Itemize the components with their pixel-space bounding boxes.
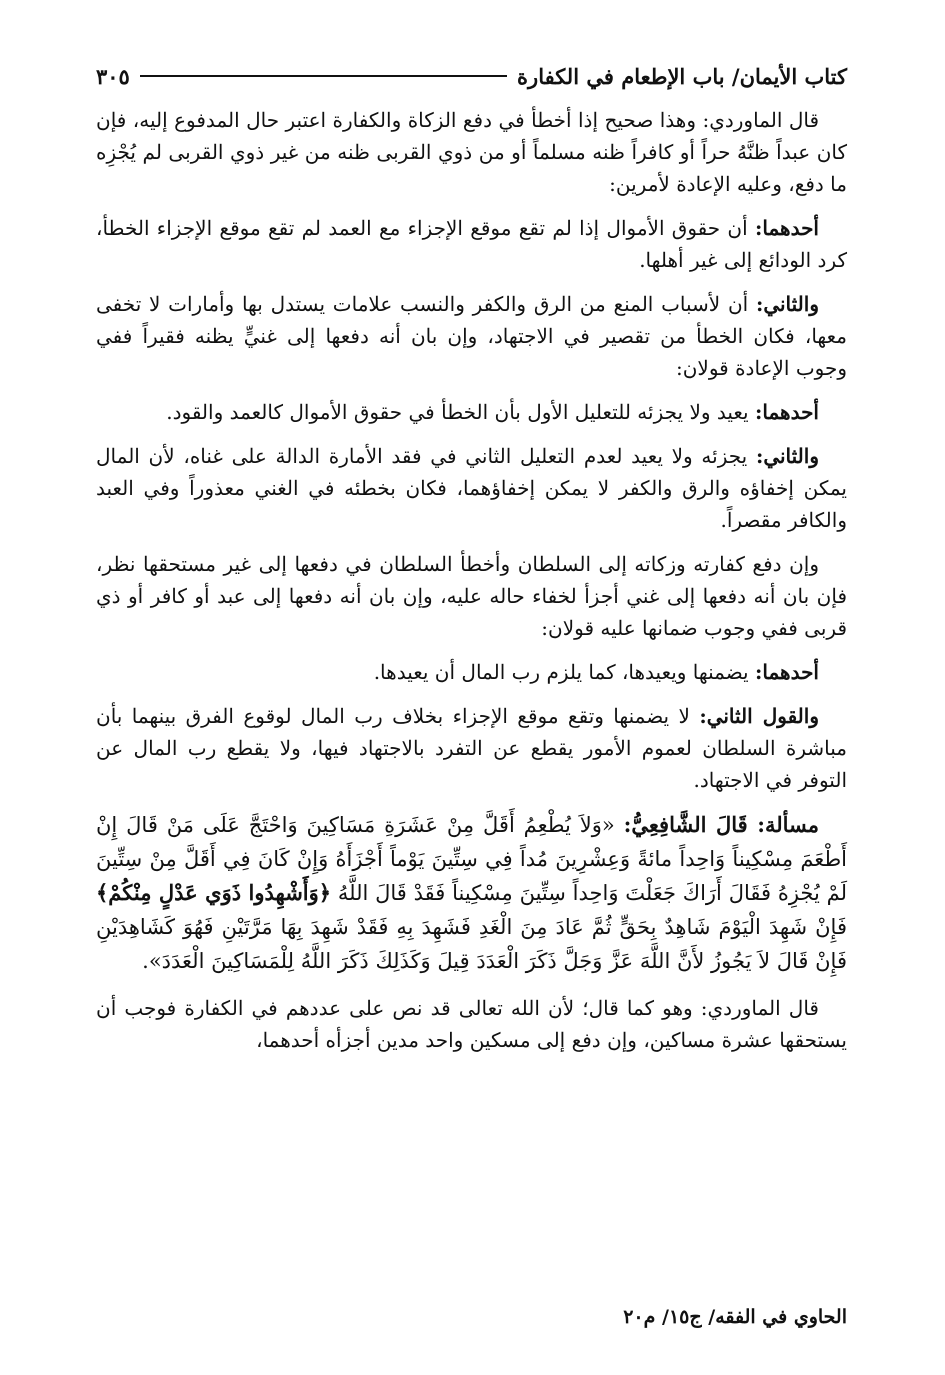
running-title: كتاب الأيمان/ باب الإطعام في الكفارة xyxy=(517,63,847,89)
masala-quote-text: «وَلاَ يُطْعِمُ أَقَلَّ مِنْ عَشَرَةِ مَسَاكِينَ وَاحْتَجَّ عَلَى مَنْ قَالَ إِنْ أَطْعَمَ مِسْكِيناً وَاحِداً مائةً وَعِشْرِينَ مُداً فِي سِتِّينَ يَوْماً أَجْزَأَهُ وَإِنْ كَانَ فِي أَقَلَّ مِنْ سِتِّينَ لَمْ يُجْزِهُ فَقَالَ أَرَاكَ جَعَلْتَ وَاحِداً سِتِّينَ مِسْكِيناً فَقَدْ قَالَ اللَّهُ xyxy=(96,813,847,905)
paragraph-text: يضمنها ويعيدها، كما يلزم رب المال أن يعيدها. xyxy=(373,660,755,684)
paragraph-lead: أحدهما: xyxy=(754,660,819,684)
closing-paragraph xyxy=(96,992,847,1056)
masala-block xyxy=(96,808,847,978)
paragraph-lead: والقول الثاني: xyxy=(699,704,819,728)
paragraph xyxy=(96,288,847,384)
paragraph-lead: أحدهما: xyxy=(754,216,819,240)
header-rule xyxy=(140,75,507,77)
page-number: ٣٠٥ xyxy=(96,63,130,89)
footer-signature: الحاوي في الفقه/ ج١٥/ م٢٠ xyxy=(623,1306,847,1328)
paragraph xyxy=(96,212,847,276)
paragraph xyxy=(96,548,847,644)
paragraph-text: لا يضمنها وتقع موقع الإجزاء بخلاف رب المال لوقوع الفرق بينهما بأن مباشرة السلطان لعموم الأمور يقطع عن التفرد بالاجتهاد فيها، ولا يقطع رب المال عن التوفر في الاجتهاد. xyxy=(96,704,847,792)
paragraph-lead: والثاني: xyxy=(755,292,819,316)
paragraph-text: يجزئه ولا يعيد لعدم التعليل الثاني في فقد الأمارة الدالة على غناه، لأن المال يمكن إخفاؤه والرق والكفر لا يمكن إخفاؤهما، فكان بخطئه في الغني معذوراً وفي العبد والكافر مقصراً. xyxy=(96,444,847,532)
paragraph xyxy=(96,440,847,536)
paragraph-text: وإن دفع كفارته وزكاته إلى السلطان وأخطأ السلطان في دفعها إلى غير مستحقها نظر، فإن بان أنه دفعها إلى غني أجزأ لخفاء حاله عليه، وإن بان أنه دفعها إلى عبد أو كافر أو ذي قربى ففي وجوب ضمانها عليه قولان: xyxy=(96,552,847,640)
paragraph-lead: أحدهما: xyxy=(754,400,819,424)
paragraph-text: أن لأسباب المنع من الرق والكفر والنسب علامات يستدل بها وأمارات لا تخفى معها، فكان الخطأ من تقصير في الاجتهاد، وإن بان أنه دفعها إلى غنيٍّ يظنه فقيراً ففي وجوب الإعادة قولان: xyxy=(96,292,847,380)
paragraph xyxy=(96,656,847,688)
page-body xyxy=(96,104,847,1056)
masala-quote-continuation: فَإِنْ شَهِدَ الْيَوْمَ شَاهِدٌ بِحَقٍّ ثُمَّ عَادَ مِنَ الْغَدِ فَشَهِدَ بِهِ فَقَدْ شَهِدَ بِهَا مَرَّتَيْنِ فَهُوَ كَشَاهِدَيْنِ فَإِنْ قَالَ لاَ يَجُوزُ لأَنَّ اللَّهَ عَزَّ وَجَلَّ ذَكَرَ الْعَدَدَ قِيلَ وَكَذَلِكَ ذَكَرَ اللَّهُ لِلْمَسَاكِينَ الْعَدَدَ». xyxy=(96,915,847,973)
paragraph-text: قال الماوردي: وهو كما قال؛ لأن الله تعالى قد نص على عددهم في الكفارة فوجب أن يستحقها عشرة مساكين، وإن دفع إلى مسكين واحد مدين أجزأه أحدهما، xyxy=(96,996,847,1052)
running-header xyxy=(96,58,847,94)
masala-lead: مسألة: قَالَ الشَّافِعِيُّ: xyxy=(623,812,819,837)
paragraph-text: يعيد ولا يجزئه للتعليل الأول بأن الخطأ في حقوق الأموال كالعمد والقود. xyxy=(166,400,755,424)
paragraph-text: قال الماوردي: وهذا صحيح إذا أخطأ في دفع الزكاة والكفارة اعتبر حال المدفوع إليه، فإن كان عبداً ظنَّهُ حراً أو كافراً ظنه مسلماً أو من ذوي القربى ظنه من غير ذوي القربى لم يُجْزِه ما دفع، وعليه الإعادة لأمرين: xyxy=(96,108,847,196)
paragraph xyxy=(96,396,847,428)
quran-verse: ﴿وَأَشْهِدُوا ذَوَي عَدْلٍ مِنْكُمْ﴾ xyxy=(96,880,332,905)
paragraph-lead: والثاني: xyxy=(755,444,819,468)
paragraph xyxy=(96,700,847,796)
paragraph xyxy=(96,104,847,200)
paragraph-text: أن حقوق الأموال إذا لم تقع موقع الإجزاء مع العمد لم تقع موقع الإجزاء الخطأ، كرد الودائع إلى غير أهلها. xyxy=(96,216,847,272)
